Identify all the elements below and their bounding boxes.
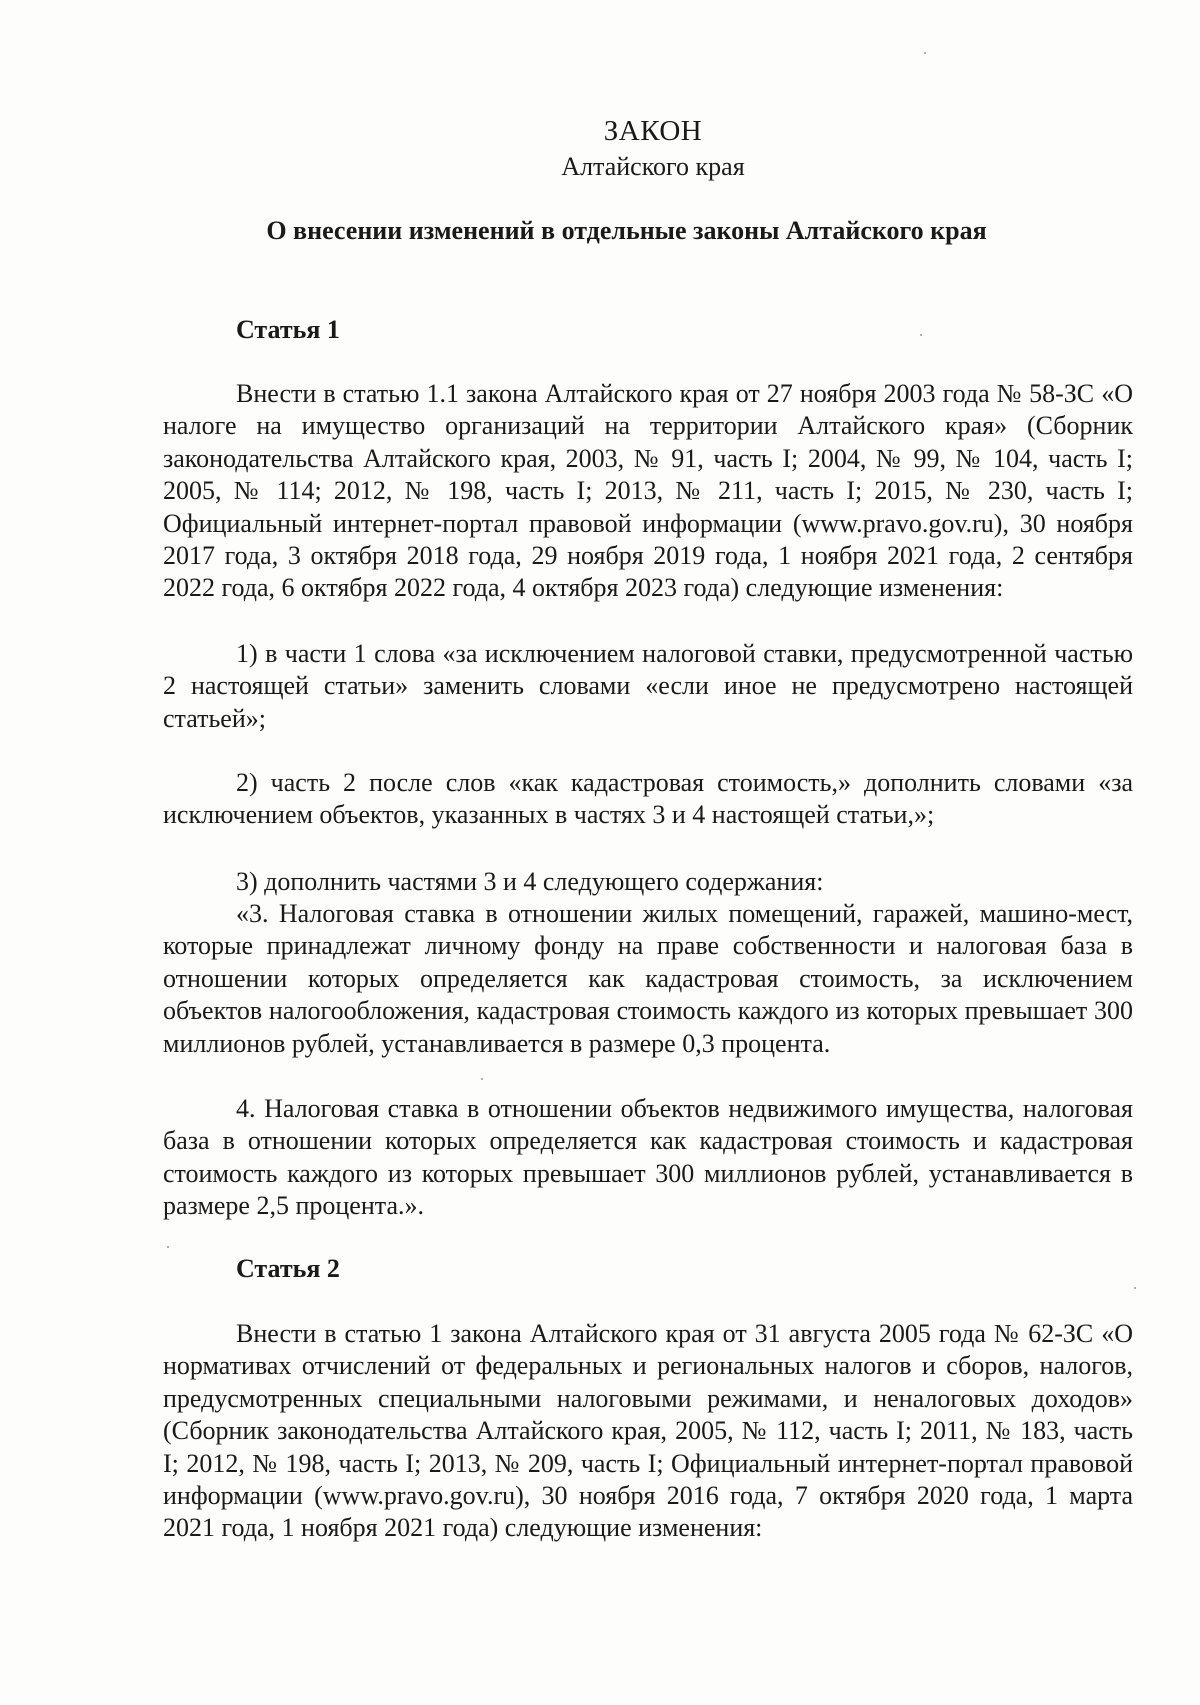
scan-speck [924,52,926,54]
article-1-item-2: 2) часть 2 после слов «как кадастровая стоимость,» дополнить словами «за исключением объектов, указанных в частях 3 и 4 настоящей статьи,»; [163,768,1133,830]
scan-speck [481,1078,483,1080]
scan-speck [1134,1287,1136,1289]
article-1-item-3: 3) дополнить частями 3 и 4 следующего содержания: [236,867,824,896]
article-1-part-4: 4. Налоговая ставка в отношении объектов недвижимого имущества, налоговая база в отношении которых определяется как кадастровая стоимость и кадастровая стоимость каждого из которых превышает 300 миллионов рублей, устанавливается в размере 2,5 процента.». [163,1094,1133,1221]
article-2-heading: Статья 2 [236,1254,340,1283]
article-1-heading: Статья 1 [236,315,340,344]
scan-speck [920,334,922,336]
article-1-item-1: 1) в части 1 слова «за исключением налоговой ставки, предусмотренной частью 2 настоящей статьи» заменить словами «если иное не предусмотрено настоящей статьей»; [163,639,1133,733]
document-title: ЗАКОН [603,115,703,147]
document-heading: О внесении изменений в отдельные законы Алтайского края [266,216,987,245]
article-1-intro: Внести в статью 1.1 закона Алтайского края от 27 ноября 2003 года № 58-ЗС «О налоге на имущество организаций на территории Алтайского края» (Сборник законодательства Алтайского края, 2003, № 91, часть I; 2004, № 99, № 104, часть I; 2005, № 114; 2012, № 198, часть I; 2013, № 211, часть I; 2015, № 230, часть I; Официальный интернет-портал правовой информации (www.pravo.gov.ru), 30 ноября 2017 года, 3 октября 2018 года, 29 ноября 2019 года, 1 ноября 2021 года, 2 сентября 2022 года, 6 октября 2022 года, 4 октября 2023 года) следующие изменения: [163,379,1133,603]
article-1-part-3: «3. Налоговая ставка в отношении жилых помещений, гаражей, машино-мест, которые принадлежат личному фонду на праве собственности и налоговая база в отношении которых определяется как кадастровая стоимость, за исключением объектов налогообложения, кадастровая стоимость каждого из которых превышает 300 миллионов рублей, устанавливается в размере 0,3 процента. [163,899,1133,1058]
document-subtitle: Алтайского края [561,152,745,181]
article-2-intro: Внести в статью 1 закона Алтайского края от 31 августа 2005 года № 62-ЗС «О нормативах отчислений от федеральных и региональных налогов и сборов, налогов, предусмотренных специальными налоговыми режимами, и неналоговых доходов» (Сборник законодательства Алтайского края, 2005, № 112, часть I; 2011, № 183, часть I; 2012, № 198, часть I; 2013, № 209, часть I; Официальный интернет-портал правовой информации (www.pravo.gov.ru), 30 ноября 2016 года, 7 октября 2020 года, 1 марта 2021 года, 1 ноября 2021 года) следующие изменения: [163,1319,1133,1543]
scan-speck [167,1246,169,1248]
